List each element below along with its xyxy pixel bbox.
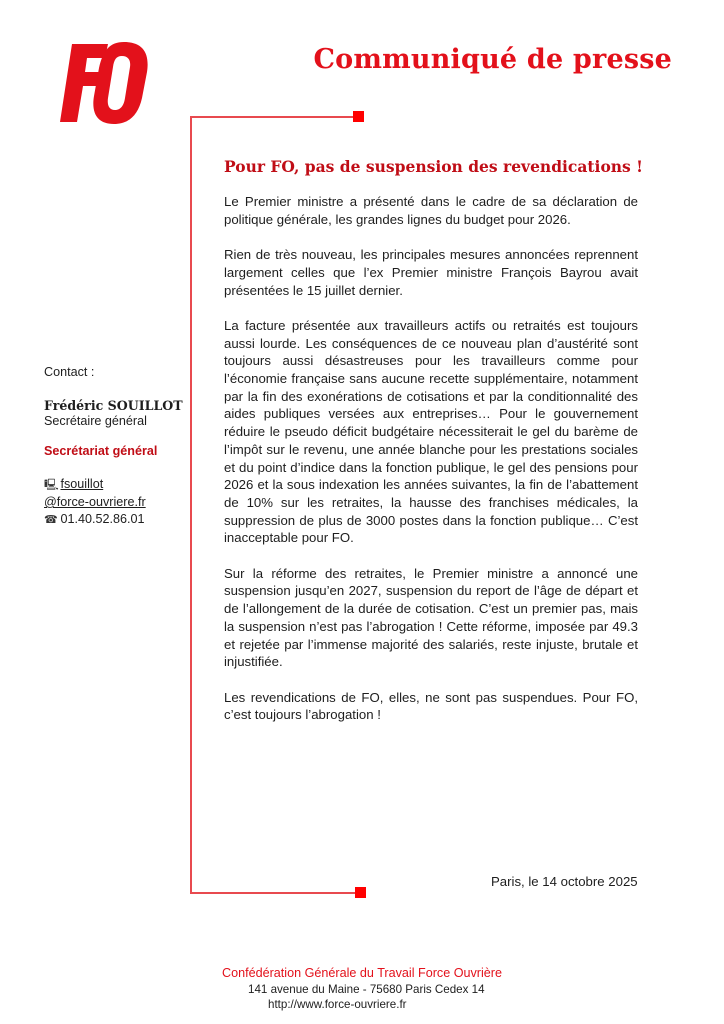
footer-website-link[interactable]: http://www.force-ouvriere.fr xyxy=(268,998,407,1011)
paragraph: Le Premier ministre a présenté dans le cadre de sa déclaration de politique générale, les grandes lignes du budget pour 2026. xyxy=(224,194,638,227)
frame-line-top xyxy=(190,116,357,118)
paragraph: Rien de très nouveau, les principales mesures annoncées reprennent largement celles que l’ex Premier ministre François Bayrou avait présentées le 15 juillet dernier. xyxy=(224,247,638,298)
footer-address: 141 avenue du Maine - 75680 Paris Cedex 14 xyxy=(248,983,485,996)
contact-department: Secrétariat général xyxy=(44,444,158,458)
telephone-icon: ☎ xyxy=(44,514,58,526)
computer-icon: 🖳 xyxy=(44,479,59,491)
phone-number: 01.40.52.86.01 xyxy=(60,512,145,526)
contact-label: Contact : xyxy=(44,365,95,379)
contact-block xyxy=(44,365,194,529)
date-line: Paris, le 14 octobre 2025 xyxy=(491,874,638,889)
email-link-part1[interactable]: fsouillot xyxy=(60,477,104,491)
email-row-2 xyxy=(44,494,194,511)
paragraph: Les revendications de FO, elles, ne sont pas suspendues. Pour FO, c’est toujours l’abrogation ! xyxy=(224,689,638,723)
paragraph: Sur la réforme des retraites, le Premier ministre a annoncé une suspension jusqu’en 2027, suspension du report de l’âge de départ et de l’allongement de la durée de cotisation. C’est un premier pas, mais la suspension n’est pas l’abrogation ! Cette réforme, imposée par 49.3 et rejetée par l’immense majorité des salariés, reste injuste, brutale et injustifiée. xyxy=(224,565,638,670)
email-link-part2[interactable]: @force-ouvriere.fr xyxy=(44,495,146,509)
frame-square-bottom xyxy=(355,887,366,898)
document-title: Communiqué de presse xyxy=(313,44,672,75)
fo-logo xyxy=(58,42,150,124)
contact-role: Secrétaire général xyxy=(44,414,147,428)
article-body xyxy=(224,193,638,742)
paragraph: La facture présentée aux travailleurs actifs ou retraités est toujours aussi lourde. Les conséquences de ce nouveau plan d’austérité sont toujours aussi désastreuses pour les travailleurs comme pour l’économie française sans aucune recette supplémentaire, notamment par la fin des exonérations de cotisations et par la conditionnalité des aides publiques versées aux entreprises… Pour le gouvernement réduire le pseudo déficit budgétaire nécessiterait le gel du barème de l’impôt sur le revenu, une année blanche pour les prestations sociales et du point d’indice dans la fonction publique, le gel des pensions pour 2026 et la sous indexation les années suivantes, la fin de l’abattement de 10% sur les retraites, la hausse des franchises médicales, la suppression de plus de 3000 postes dans la fonction publique… C’est inacceptable pour FO. xyxy=(224,317,638,546)
phone-row xyxy=(44,511,194,529)
email-row xyxy=(44,476,194,494)
footer-organization: Confédération Générale du Travail Force Ouvrière xyxy=(222,966,503,980)
frame-line-bottom xyxy=(190,892,360,894)
fo-logo-icon xyxy=(58,42,150,124)
frame-square-top xyxy=(353,111,364,122)
contact-name: Frédéric SOUILLOT xyxy=(44,398,183,413)
article-headline: Pour FO, pas de suspension des revendications ! xyxy=(224,157,643,176)
